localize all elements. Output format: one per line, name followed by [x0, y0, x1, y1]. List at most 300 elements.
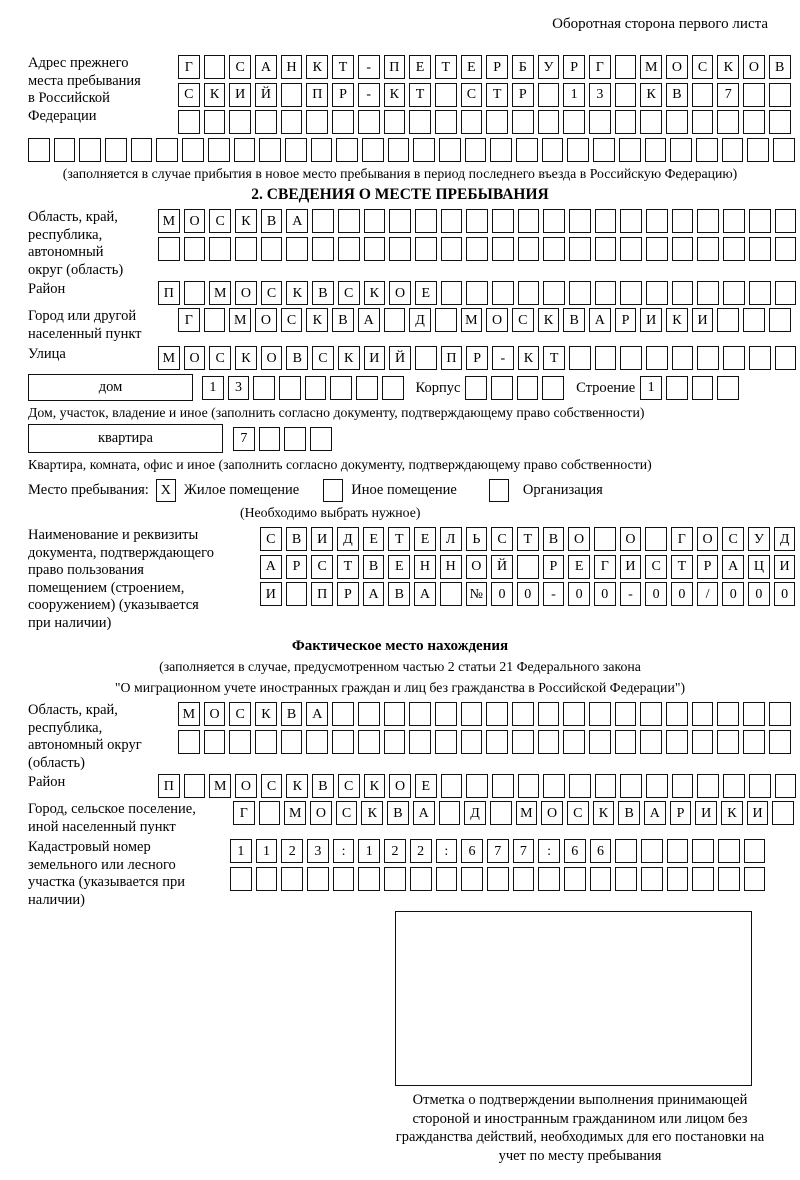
- char-cell: [306, 110, 328, 134]
- char-cell: [332, 702, 354, 726]
- char-cell: А: [358, 308, 380, 332]
- char-cell: М: [461, 308, 483, 332]
- char-cell: Р: [286, 555, 308, 579]
- region-label: Область, край, республика, автономный округ (область): [28, 209, 124, 278]
- char-cell: [518, 281, 540, 305]
- char-cell: 0: [568, 582, 590, 606]
- char-cell: [306, 730, 328, 754]
- char-cell: [743, 308, 765, 332]
- char-cell: [538, 83, 560, 107]
- char-cell: [204, 55, 226, 79]
- char-cell: [696, 138, 718, 162]
- char-cell: [486, 110, 508, 134]
- char-cell: [645, 527, 667, 551]
- char-cell: Т: [337, 555, 359, 579]
- char-cell: Е: [388, 555, 410, 579]
- char-cell: [229, 110, 251, 134]
- char-cell: Й: [255, 83, 277, 107]
- char-cell: [384, 308, 406, 332]
- char-cell: [672, 774, 694, 798]
- char-cell: 3: [589, 83, 611, 107]
- char-cell: [281, 110, 303, 134]
- char-cell: С: [491, 527, 513, 551]
- char-cell: О: [620, 527, 642, 551]
- char-cell: [461, 702, 483, 726]
- char-cell: В: [388, 582, 410, 606]
- char-cell: [645, 138, 667, 162]
- char-cell: [589, 730, 611, 754]
- char-cell: [620, 774, 642, 798]
- char-cell: [543, 774, 565, 798]
- char-cell: [542, 376, 564, 400]
- char-cell: 0: [748, 582, 770, 606]
- char-cell: [749, 237, 771, 261]
- char-cell: И: [692, 308, 714, 332]
- char-cell: 1: [640, 376, 662, 400]
- char-cell: [184, 774, 206, 798]
- char-cell: [311, 138, 333, 162]
- stroenie-row: [640, 376, 739, 400]
- char-cell: [336, 138, 358, 162]
- char-cell: [178, 110, 200, 134]
- char-cell: О: [743, 55, 765, 79]
- document-row-1: [260, 527, 795, 551]
- char-cell: [332, 110, 354, 134]
- char-cell: К: [235, 209, 257, 233]
- char-cell: [640, 730, 662, 754]
- char-cell: [543, 237, 565, 261]
- region-block: [28, 209, 796, 279]
- apartment-label-box: квартира: [28, 424, 223, 453]
- char-cell: [358, 110, 380, 134]
- char-cell: [413, 138, 435, 162]
- char-cell: [593, 138, 615, 162]
- char-cell: С: [567, 801, 589, 825]
- char-cell: В: [332, 308, 354, 332]
- char-cell: У: [748, 527, 770, 551]
- char-cell: [769, 730, 791, 754]
- char-cell: [646, 209, 668, 233]
- char-cell: [717, 702, 739, 726]
- char-cell: О: [261, 346, 283, 370]
- char-cell: 1: [202, 376, 224, 400]
- char-cell: [512, 110, 534, 134]
- char-cell: [718, 867, 740, 891]
- city-label: Город или другой населенный пункт: [28, 308, 142, 342]
- char-cell: С: [281, 308, 303, 332]
- char-cell: [723, 346, 745, 370]
- char-cell: [178, 730, 200, 754]
- char-cell: [389, 237, 411, 261]
- char-cell: [615, 110, 637, 134]
- char-cell: Е: [414, 527, 436, 551]
- char-cell: [670, 138, 692, 162]
- char-cell: [487, 867, 509, 891]
- char-cell: И: [774, 555, 796, 579]
- prev-address-cell-rows: [178, 55, 791, 134]
- cadastral-block: [28, 839, 796, 909]
- char-cell: К: [717, 55, 739, 79]
- char-cell: [229, 730, 251, 754]
- char-cell: 0: [722, 582, 744, 606]
- actual-location-note-1: (заполняется в случае, предусмотренном частью 2 статьи 21 Федерального закона: [159, 659, 641, 674]
- char-cell: Е: [415, 774, 437, 798]
- char-cell: [286, 582, 308, 606]
- char-cell: [441, 281, 463, 305]
- char-cell: [620, 346, 642, 370]
- house-block: [28, 374, 796, 401]
- char-cell: [773, 138, 795, 162]
- cadastral-label: Кадастровый номер земельного или лесного участка (указывается при наличии): [28, 839, 185, 908]
- char-cell: Д: [464, 801, 486, 825]
- char-cell: [672, 209, 694, 233]
- char-cell: [717, 376, 739, 400]
- char-cell: О: [255, 308, 277, 332]
- char-cell: Г: [178, 308, 200, 332]
- char-cell: К: [538, 308, 560, 332]
- district-block: [28, 281, 796, 305]
- prev-address-label: Адрес прежнего места пребывания в Российской Федерации: [28, 55, 141, 124]
- char-cell: [563, 730, 585, 754]
- char-cell: [486, 730, 508, 754]
- char-cell: К: [640, 83, 662, 107]
- char-cell: Е: [409, 55, 431, 79]
- char-cell: [255, 730, 277, 754]
- region-cell-rows: [158, 209, 796, 261]
- char-cell: К: [306, 55, 328, 79]
- stay-checkbox-other: [323, 479, 343, 502]
- apartment-note: Квартира, комната, офис и иное (заполнить согласно документу, подтверждающему право собственности): [28, 457, 652, 472]
- actual-district-label: Район: [28, 774, 66, 790]
- char-cell: 1: [230, 839, 252, 863]
- char-cell: [569, 281, 591, 305]
- char-cell: [281, 867, 303, 891]
- char-cell: [356, 376, 378, 400]
- char-cell: [718, 839, 740, 863]
- char-cell: К: [338, 346, 360, 370]
- stay-type-block: [28, 479, 796, 502]
- char-cell: В: [666, 83, 688, 107]
- char-cell: [466, 281, 488, 305]
- stay-type-label: Место пребывания:: [28, 482, 149, 498]
- char-cell: К: [286, 774, 308, 798]
- char-cell: 6: [564, 839, 586, 863]
- char-cell: [564, 867, 586, 891]
- char-cell: [615, 839, 637, 863]
- char-cell: [615, 55, 637, 79]
- char-cell: [440, 582, 462, 606]
- char-cell: [646, 237, 668, 261]
- char-cell: 7: [513, 839, 535, 863]
- char-cell: [697, 209, 719, 233]
- char-cell: [285, 138, 307, 162]
- char-cell: [441, 237, 463, 261]
- char-cell: [543, 209, 565, 233]
- char-cell: К: [593, 801, 615, 825]
- prev-address-note: (заполняется в случае прибытия в новое место пребывания в период последнего въезда в Российскую Федерацию): [62, 166, 738, 181]
- char-cell: Р: [543, 555, 565, 579]
- char-cell: С: [338, 774, 360, 798]
- char-cell: П: [441, 346, 463, 370]
- char-cell: [409, 730, 431, 754]
- char-cell: [364, 237, 386, 261]
- char-cell: 6: [461, 839, 483, 863]
- char-cell: [775, 774, 797, 798]
- char-cell: [646, 281, 668, 305]
- char-cell: [749, 774, 771, 798]
- char-cell: [409, 110, 431, 134]
- char-cell: [281, 730, 303, 754]
- actual-district-block: [28, 774, 796, 798]
- char-cell: Л: [440, 527, 462, 551]
- char-cell: [517, 555, 539, 579]
- char-cell: Р: [670, 801, 692, 825]
- confirmation-stamp-box: [395, 911, 752, 1086]
- apartment-number-row: [233, 427, 332, 451]
- actual-region-block: [28, 702, 796, 772]
- char-cell: [692, 839, 714, 863]
- house-number-row: [202, 376, 404, 400]
- char-cell: :: [333, 839, 355, 863]
- char-cell: 1: [563, 83, 585, 107]
- char-cell: Т: [671, 555, 693, 579]
- char-cell: [286, 237, 308, 261]
- char-cell: [717, 730, 739, 754]
- char-cell: Н: [440, 555, 462, 579]
- cadastral-row-2: [230, 867, 765, 891]
- char-cell: [105, 138, 127, 162]
- char-cell: [461, 110, 483, 134]
- char-cell: [594, 527, 616, 551]
- actual-district-row: [158, 774, 796, 798]
- char-cell: Б: [512, 55, 534, 79]
- char-cell: [131, 138, 153, 162]
- char-cell: О: [310, 801, 332, 825]
- char-cell: [466, 209, 488, 233]
- char-cell: М: [158, 209, 180, 233]
- char-cell: [54, 138, 76, 162]
- char-cell: Т: [388, 527, 410, 551]
- char-cell: М: [284, 801, 306, 825]
- char-cell: [279, 376, 301, 400]
- char-cell: [204, 308, 226, 332]
- char-cell: 0: [491, 582, 513, 606]
- char-cell: [744, 839, 766, 863]
- stay-choose-note: (Необходимо выбрать нужное): [240, 505, 421, 520]
- char-cell: [461, 730, 483, 754]
- char-cell: [466, 237, 488, 261]
- char-cell: М: [158, 346, 180, 370]
- char-cell: [441, 774, 463, 798]
- stay-option-other: Иное помещение: [351, 482, 457, 498]
- char-cell: В: [286, 346, 308, 370]
- char-cell: [307, 867, 329, 891]
- char-cell: [749, 209, 771, 233]
- char-cell: П: [158, 281, 180, 305]
- char-cell: [208, 138, 230, 162]
- char-cell: И: [620, 555, 642, 579]
- char-cell: [310, 427, 332, 451]
- document-block: [28, 527, 796, 632]
- char-cell: М: [209, 281, 231, 305]
- char-cell: [722, 138, 744, 162]
- char-cell: [569, 237, 591, 261]
- char-cell: [672, 281, 694, 305]
- char-cell: [743, 730, 765, 754]
- char-cell: X: [156, 479, 176, 502]
- char-cell: [772, 801, 794, 825]
- char-cell: [384, 730, 406, 754]
- char-cell: [615, 702, 637, 726]
- char-cell: С: [178, 83, 200, 107]
- char-cell: 2: [281, 839, 303, 863]
- char-cell: К: [204, 83, 226, 107]
- char-cell: [230, 867, 252, 891]
- char-cell: С: [311, 555, 333, 579]
- char-cell: [409, 702, 431, 726]
- stroenie-label: Строение: [576, 380, 636, 396]
- char-cell: [259, 138, 281, 162]
- char-cell: Й: [389, 346, 411, 370]
- char-cell: Г: [594, 555, 616, 579]
- char-cell: М: [209, 774, 231, 798]
- char-cell: П: [311, 582, 333, 606]
- char-cell: [743, 702, 765, 726]
- char-cell: 0: [594, 582, 616, 606]
- char-cell: [492, 209, 514, 233]
- prev-address-row-4: [28, 138, 796, 162]
- char-cell: [697, 237, 719, 261]
- char-cell: К: [235, 346, 257, 370]
- char-cell: [255, 110, 277, 134]
- street-row: [158, 346, 796, 370]
- char-cell: 0: [671, 582, 693, 606]
- char-cell: О: [235, 774, 257, 798]
- char-cell: А: [255, 55, 277, 79]
- char-cell: [492, 237, 514, 261]
- char-cell: [358, 702, 380, 726]
- char-cell: [333, 867, 355, 891]
- char-cell: [382, 376, 404, 400]
- char-cell: [569, 774, 591, 798]
- prev-address-block: [28, 55, 796, 134]
- char-cell: [589, 110, 611, 134]
- char-cell: 3: [307, 839, 329, 863]
- char-cell: -: [492, 346, 514, 370]
- char-cell: [620, 281, 642, 305]
- char-cell: -: [543, 582, 565, 606]
- char-cell: С: [336, 801, 358, 825]
- char-cell: Д: [774, 527, 796, 551]
- char-cell: [253, 376, 275, 400]
- stay-option-organization: Организация: [522, 482, 603, 498]
- char-cell: [640, 702, 662, 726]
- char-cell: Е: [415, 281, 437, 305]
- section2-title: 2. СВЕДЕНИЯ О МЕСТЕ ПРЕБЫВАНИЯ: [251, 186, 549, 203]
- char-cell: [518, 774, 540, 798]
- char-cell: [538, 730, 560, 754]
- char-cell: П: [306, 83, 328, 107]
- char-cell: [256, 867, 278, 891]
- char-cell: [723, 774, 745, 798]
- char-cell: А: [589, 308, 611, 332]
- char-cell: [518, 209, 540, 233]
- char-cell: [744, 867, 766, 891]
- char-cell: [697, 281, 719, 305]
- char-cell: Е: [461, 55, 483, 79]
- char-cell: [28, 138, 50, 162]
- char-cell: К: [255, 702, 277, 726]
- char-cell: Т: [486, 83, 508, 107]
- char-cell: -: [358, 55, 380, 79]
- char-cell: М: [516, 801, 538, 825]
- char-cell: Т: [332, 55, 354, 79]
- actual-region-label: Область, край, республика, автономный округ (область): [28, 702, 142, 771]
- char-cell: [569, 209, 591, 233]
- char-cell: [388, 138, 410, 162]
- char-cell: [312, 237, 334, 261]
- char-cell: [441, 209, 463, 233]
- char-cell: В: [286, 527, 308, 551]
- char-cell: [184, 281, 206, 305]
- char-cell: В: [618, 801, 640, 825]
- house-note: Дом, участок, владение и иное (заполнить согласно документу, подтверждающему право собственности): [28, 405, 645, 420]
- city-row: [178, 308, 791, 332]
- char-cell: 3: [228, 376, 250, 400]
- char-cell: Р: [332, 83, 354, 107]
- char-cell: [516, 138, 538, 162]
- street-label: Улица: [28, 346, 66, 362]
- char-cell: С: [260, 527, 282, 551]
- char-cell: [667, 839, 689, 863]
- char-cell: К: [666, 308, 688, 332]
- char-cell: И: [747, 801, 769, 825]
- document-label: Наименование и реквизиты документа, подтверждающего право пользования помещением (строением, сооружением) (указывается при наличии): [28, 527, 214, 631]
- char-cell: [589, 702, 611, 726]
- char-cell: [723, 281, 745, 305]
- char-cell: Д: [409, 308, 431, 332]
- char-cell: [517, 376, 539, 400]
- char-cell: 0: [774, 582, 796, 606]
- char-cell: [666, 730, 688, 754]
- char-cell: [518, 237, 540, 261]
- char-cell: [362, 138, 384, 162]
- corner-note: Оборотная сторона первого листа: [552, 16, 768, 32]
- char-cell: В: [312, 774, 334, 798]
- char-cell: [384, 702, 406, 726]
- actual-location-note-2: "О миграционном учете иностранных граждан и лиц без гражданства в Российской Федерации"): [114, 680, 686, 695]
- char-cell: И: [260, 582, 282, 606]
- char-cell: И: [311, 527, 333, 551]
- char-cell: В: [563, 308, 585, 332]
- char-cell: Р: [512, 83, 534, 107]
- char-cell: К: [721, 801, 743, 825]
- char-cell: А: [644, 801, 666, 825]
- char-cell: А: [414, 582, 436, 606]
- char-cell: С: [209, 346, 231, 370]
- prev-address-row-2: [178, 83, 791, 107]
- char-cell: Р: [486, 55, 508, 79]
- street-block: [28, 346, 796, 370]
- char-cell: [209, 237, 231, 261]
- char-cell: Т: [517, 527, 539, 551]
- char-cell: -: [620, 582, 642, 606]
- char-cell: [259, 801, 281, 825]
- char-cell: [567, 138, 589, 162]
- char-cell: [338, 209, 360, 233]
- char-cell: [204, 110, 226, 134]
- char-cell: Д: [337, 527, 359, 551]
